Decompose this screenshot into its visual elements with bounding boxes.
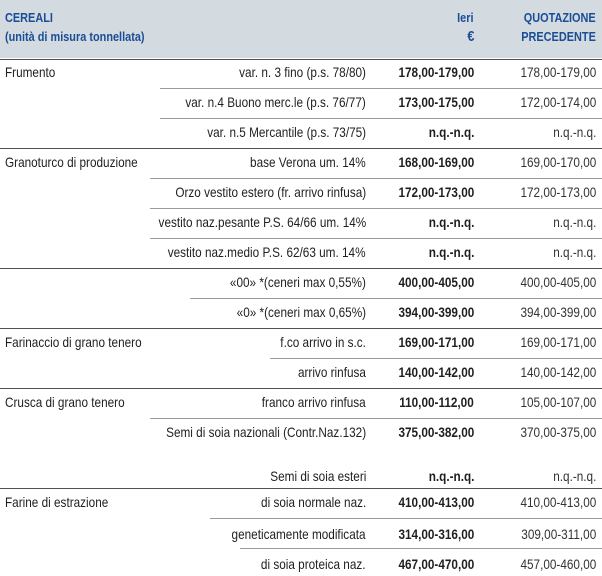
col-header-ieri: Ieri xyxy=(457,10,474,25)
row-name: Farine di estrazione xyxy=(5,494,109,510)
row-description: vestito naz.pesante P.S. 64/66 um. 14% xyxy=(158,214,366,230)
row-price-ieri: 168,00-169,00 xyxy=(398,154,474,170)
table-subtitle: (unità di misura tonnellata) xyxy=(5,29,145,44)
row-divider xyxy=(160,88,602,89)
row-divider xyxy=(270,358,602,359)
col-header-prec-line2: PRECEDENTE xyxy=(521,29,596,44)
row-divider xyxy=(190,298,602,299)
row-price-precedente: 169,00-170,00 xyxy=(520,154,596,170)
row-price-precedente: 457,00-460,00 xyxy=(520,556,596,572)
row-price-precedente: 172,00-173,00 xyxy=(520,184,596,200)
row-name: Farinaccio di grano tenero xyxy=(5,334,142,350)
row-divider xyxy=(0,328,602,329)
row-divider xyxy=(0,148,602,149)
row-price-ieri: 110,00-112,00 xyxy=(399,394,474,410)
row-price-ieri: 410,00-413,00 xyxy=(398,494,474,510)
row-divider xyxy=(0,488,602,489)
row-price-precedente: 172,00-174,00 xyxy=(520,94,596,110)
row-name: Granoturco di produzione xyxy=(5,154,138,170)
row-description: di soia proteica naz. xyxy=(261,556,366,572)
row-price-precedente: n.q.-n.q. xyxy=(552,214,596,230)
row-price-ieri: 173,00-175,00 xyxy=(398,94,474,110)
row-price-ieri: 394,00-399,00 xyxy=(398,304,474,320)
row-price-precedente: 410,00-413,00 xyxy=(520,494,596,510)
row-description: vestito naz.medio P.S. 62/63 um. 14% xyxy=(168,244,366,260)
row-name: Crusca di grano tenero xyxy=(5,394,125,410)
col-header-ieri-unit: € xyxy=(466,28,474,45)
row-divider xyxy=(160,118,602,119)
row-price-precedente: 394,00-399,00 xyxy=(520,304,596,320)
row-description: Semi di soia esteri xyxy=(269,468,366,484)
row-divider xyxy=(210,518,602,519)
table-title: CEREALI xyxy=(5,10,53,25)
row-divider xyxy=(0,388,602,389)
row-price-ieri: 169,00-171,00 xyxy=(398,334,474,350)
row-description: base Verona um. 14% xyxy=(250,154,366,170)
row-price-ieri: 140,00-142,00 xyxy=(398,364,474,380)
row-divider xyxy=(150,208,602,209)
row-price-precedente: 105,00-107,00 xyxy=(520,394,596,410)
row-price-ieri: n.q.-n.q. xyxy=(428,468,474,484)
row-price-precedente: 140,00-142,00 xyxy=(520,364,596,380)
row-description: di soia normale naz. xyxy=(260,494,366,510)
row-price-precedente: n.q.-n.q. xyxy=(552,124,596,140)
row-description: «0» *(ceneri max 0,65%) xyxy=(236,304,366,320)
row-price-ieri: n.q.-n.q. xyxy=(428,244,474,260)
row-price-precedente: n.q.-n.q. xyxy=(552,244,596,260)
row-divider xyxy=(240,548,602,549)
row-description: franco arrivo rinfusa xyxy=(262,394,366,410)
row-description: arrivo rinfusa xyxy=(298,364,366,380)
row-price-ieri: n.q.-n.q. xyxy=(428,214,474,230)
row-description: «00» *(ceneri max 0,55%) xyxy=(230,274,366,290)
row-divider xyxy=(150,178,602,179)
row-price-ieri: 467,00-470,00 xyxy=(398,556,474,572)
row-price-ieri: n.q.-n.q. xyxy=(428,124,474,140)
row-price-precedente: 370,00-375,00 xyxy=(520,424,596,440)
row-description: f.co arrivo in s.c. xyxy=(280,334,366,350)
row-price-ieri: 400,00-405,00 xyxy=(398,274,474,290)
row-divider xyxy=(150,418,602,419)
row-divider xyxy=(0,268,602,269)
row-description: var. n.4 Buono merc.le (p.s. 76/77) xyxy=(185,94,366,110)
row-name: Frumento xyxy=(5,64,56,80)
row-price-precedente: 169,00-171,00 xyxy=(520,334,596,350)
row-divider xyxy=(0,59,602,60)
row-description: geneticamente modificata xyxy=(231,526,366,542)
row-description: var. n.5 Mercantile (p.s. 73/75) xyxy=(207,124,366,140)
row-price-ieri: 172,00-173,00 xyxy=(398,184,474,200)
table-header xyxy=(0,0,602,58)
row-price-ieri: 375,00-382,00 xyxy=(398,424,474,440)
row-description: var. n. 3 fino (p.s. 78/80) xyxy=(239,64,366,80)
row-price-ieri: 178,00-179,00 xyxy=(398,64,474,80)
row-divider xyxy=(150,238,602,239)
row-price-precedente: 309,00-311,00 xyxy=(521,526,596,542)
row-price-precedente: n.q.-n.q. xyxy=(552,468,596,484)
col-header-prec-line1: QUOTAZIONE xyxy=(524,10,596,25)
row-description: Orzo vestito estero (fr. arrivo rinfusa) xyxy=(175,184,366,200)
row-price-ieri: 314,00-316,00 xyxy=(398,526,474,542)
row-price-precedente: 400,00-405,00 xyxy=(520,274,596,290)
row-price-precedente: 178,00-179,00 xyxy=(520,64,596,80)
row-description: Semi di soia nazionali (Contr.Naz.132) xyxy=(165,424,366,440)
